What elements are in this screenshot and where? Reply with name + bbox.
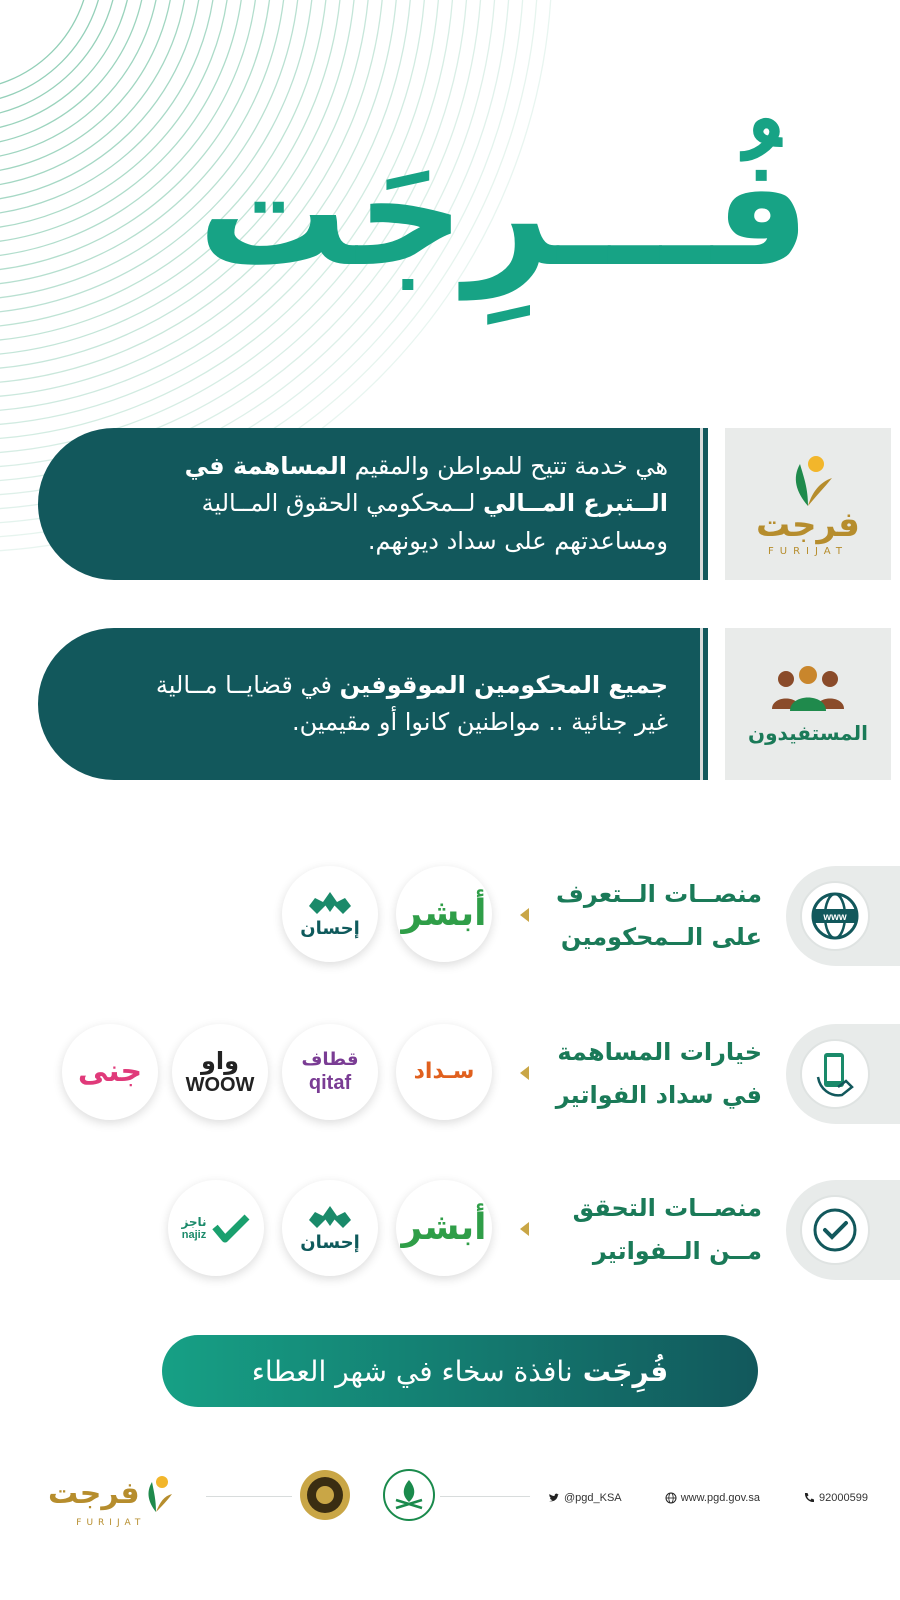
najiz-logo-ar: ناجز xyxy=(181,1214,207,1229)
beneficiaries-tile xyxy=(725,628,891,780)
row-label-line1: خيارات المساهمة xyxy=(557,1037,762,1066)
decorative-arc xyxy=(0,0,146,146)
beneficiaries-line2: غير جنائية .. مواطنين كانوا أو مقيمين. xyxy=(291,708,668,736)
jana-logo-text: جنى xyxy=(77,1054,143,1089)
phone-number[interactable] xyxy=(803,1492,868,1504)
beneficiaries-card xyxy=(38,628,708,780)
twitter-text: @pgd_KSA xyxy=(564,1492,622,1504)
twitter-handle[interactable] xyxy=(548,1492,622,1504)
public-prosecution-emblem xyxy=(298,1468,352,1522)
najiz-check-icon xyxy=(211,1213,251,1243)
about-line1-normal: هي خدمة تتيح للمواطن والمقيم xyxy=(354,452,668,481)
decorative-arc xyxy=(0,0,188,188)
footer-divider xyxy=(206,1496,292,1497)
platform-row-identify xyxy=(0,866,900,976)
check-circle-icon xyxy=(800,1195,870,1265)
row-icon-tab xyxy=(786,1180,900,1280)
phone-icon xyxy=(803,1492,815,1504)
row-label-line2: على الــمحكومين xyxy=(560,923,762,951)
about-text xyxy=(38,428,708,580)
people-group-icon xyxy=(768,663,848,715)
contact-info xyxy=(548,1486,868,1510)
najiz-logo xyxy=(168,1180,264,1276)
row-label-line1: منصــات التحقق xyxy=(572,1193,762,1222)
footer xyxy=(0,1450,900,1560)
ministry-emblem xyxy=(382,1468,436,1522)
ehsan-flower-icon xyxy=(307,1204,353,1232)
slogan-banner xyxy=(162,1335,758,1407)
beneficiaries-text xyxy=(38,628,708,780)
pointer-arrow-icon xyxy=(520,1222,529,1236)
row-label xyxy=(532,1180,762,1280)
row-label xyxy=(532,866,762,966)
slogan-bold: فُرِجَت xyxy=(582,1354,669,1388)
furijat-logo-word: فرجت xyxy=(756,504,860,545)
about-line2-normal: لــمحكومي الحقوق المــالية xyxy=(201,489,476,518)
row-label xyxy=(532,1024,762,1124)
decorative-arc xyxy=(0,0,160,160)
ehsan-logo xyxy=(282,1180,378,1276)
qitaf-logo-ar: قطاف xyxy=(301,1049,359,1070)
platform-row-verify xyxy=(0,1180,900,1290)
qitaf-logo xyxy=(282,1024,378,1120)
furijat-sprout-icon xyxy=(140,1474,174,1514)
furijat-logo-latin: FURIJAT xyxy=(768,545,848,557)
ehsan-logo xyxy=(282,866,378,962)
website-text: www.pgd.gov.sa xyxy=(680,1492,760,1504)
absher-logo-text: أبشر xyxy=(401,893,487,934)
about-line3: ومساعدتهم على سداد ديونهم. xyxy=(367,526,668,555)
footer-divider xyxy=(440,1496,530,1497)
qitaf-logo-en: qitaf xyxy=(308,1072,352,1094)
woow-logo-en: WOOW xyxy=(185,1074,255,1096)
decorative-arc xyxy=(0,0,216,216)
furijat-sprout-icon xyxy=(778,452,838,508)
sadad-logo xyxy=(396,1024,492,1120)
absher-logo xyxy=(396,866,492,962)
furijat-logo-tile xyxy=(725,428,891,580)
ehsan-logo-text: إحسان xyxy=(300,1232,360,1253)
ehsan-flower-icon xyxy=(307,890,353,918)
footer-logo-latin: FURIJAT xyxy=(76,1518,146,1528)
beneficiaries-line1-bold: جميع المحكومين الموقوفين xyxy=(339,670,668,699)
row-icon-tab xyxy=(786,1024,900,1124)
row-label-line1: منصــات الــتعرف xyxy=(556,879,762,908)
phone-hand-icon xyxy=(800,1039,870,1109)
about-line2-bold: الــتبرع المــالي xyxy=(483,489,668,518)
page-title: فُـــرِجَت xyxy=(197,126,810,300)
footer-furijat-logo xyxy=(48,1474,174,1528)
absher-logo xyxy=(396,1180,492,1276)
globe-www-icon xyxy=(800,881,870,951)
pointer-arrow-icon xyxy=(520,1066,529,1080)
row-icon-tab xyxy=(786,866,900,966)
footer-logo-word: فرجت xyxy=(48,1476,140,1511)
ehsan-logo-text: إحسان xyxy=(300,918,360,939)
furijat-logo xyxy=(756,452,860,557)
phone-text: 92000599 xyxy=(819,1492,868,1504)
platform-row-contribute xyxy=(0,1024,900,1134)
woow-logo-ar: واو xyxy=(200,1047,240,1075)
row-label-line2: مــن الــفواتير xyxy=(592,1237,762,1265)
pointer-arrow-icon xyxy=(520,908,529,922)
globe-icon xyxy=(665,1492,677,1504)
twitter-icon xyxy=(548,1492,560,1504)
decorative-arc xyxy=(0,0,174,174)
row-label-line2: في سداد الفواتير xyxy=(555,1081,762,1109)
jana-logo xyxy=(62,1024,158,1120)
svg-text:www: www xyxy=(823,912,847,923)
woow-logo xyxy=(172,1024,268,1120)
beneficiaries-label: المستفيدون xyxy=(748,721,868,745)
beneficiaries-line1-normal: في قضايــا مــالية xyxy=(155,670,332,699)
slogan-text: نافذة سخاء في شهر العطاء xyxy=(251,1354,573,1388)
divider xyxy=(700,628,703,780)
sadad-logo-text: سـداد xyxy=(413,1059,475,1084)
website-link[interactable] xyxy=(665,1492,760,1504)
najiz-logo-en: najiz xyxy=(181,1228,207,1241)
absher-logo-text: أبشر xyxy=(401,1207,487,1248)
divider xyxy=(700,428,703,580)
about-line1-bold: المساهمة في xyxy=(184,452,347,481)
about-card xyxy=(38,428,708,580)
